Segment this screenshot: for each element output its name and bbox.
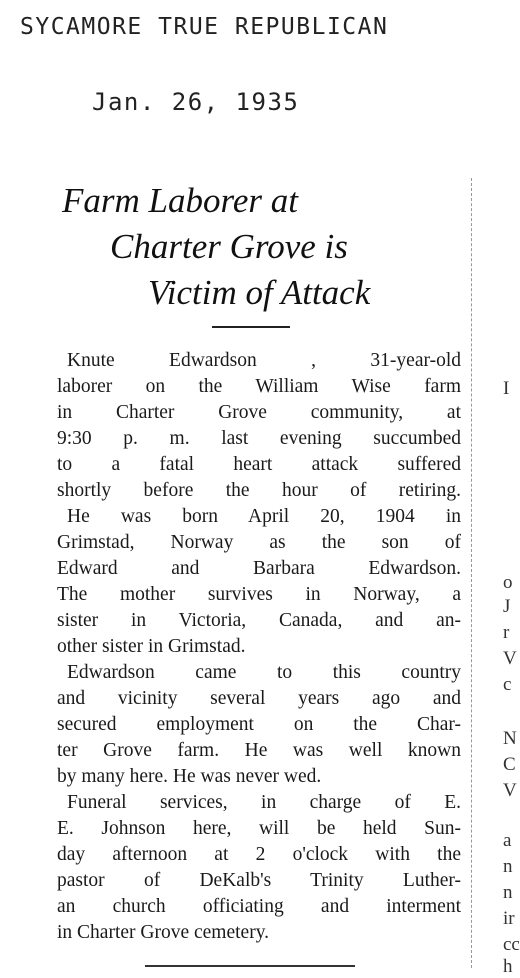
- text-line: pastor of DeKalb's Trinity Luther-: [57, 870, 461, 891]
- headline-line: Farm Laborer at: [62, 181, 298, 220]
- fragment-letter: h: [503, 956, 513, 977]
- text-line: in Charter Grove community, at: [57, 402, 461, 423]
- text-line: an church officiating and interment: [57, 896, 461, 917]
- article-headline: [40, 178, 468, 316]
- fragment-letter: V: [503, 780, 517, 801]
- text-line: Knute Edwardson , 31-year-old: [67, 350, 461, 371]
- publication-date: Jan. 26, 1935: [92, 88, 300, 116]
- headline-line: Victim of Attack: [148, 273, 371, 312]
- fragment-letter: V: [503, 648, 517, 669]
- article-paragraph: [57, 660, 461, 790]
- fragment-letter: a: [503, 830, 512, 851]
- text-line: other sister in Grimstad.: [57, 636, 246, 657]
- headline-divider: [212, 326, 290, 328]
- text-line: He was born April 20, 1904 in: [67, 506, 461, 527]
- fragment-letter: r: [503, 622, 510, 643]
- article-body: [57, 348, 461, 946]
- text-line: E. Johnson here, will be held Sun-: [57, 818, 461, 839]
- text-line: by many here. He was never wed.: [57, 766, 322, 787]
- text-line: 9:30 p. m. last evening succumbed: [57, 428, 461, 449]
- text-line: to a fatal heart attack suffered: [57, 454, 461, 475]
- text-line: laborer on the William Wise farm: [57, 376, 461, 397]
- fragment-letter: cc: [503, 934, 520, 955]
- article-paragraph: [57, 504, 461, 660]
- article-end-rule: [145, 965, 355, 967]
- headline-line: Charter Grove is: [110, 227, 348, 266]
- text-line: Grimstad, Norway as the son of: [57, 532, 461, 553]
- fragment-letter: c: [503, 674, 512, 695]
- text-line: and vicinity several years ago and: [57, 688, 461, 709]
- article-paragraph: [57, 790, 461, 946]
- newspaper-name: SYCAMORE TRUE REPUBLICAN: [20, 14, 389, 40]
- adjacent-column: [497, 0, 520, 977]
- text-line: sister in Victoria, Canada, and an-: [57, 610, 461, 631]
- fragment-letter: ir: [503, 908, 515, 929]
- text-line: Edward and Barbara Edwardson.: [57, 558, 461, 579]
- article-paragraph: [57, 348, 461, 504]
- text-line: secured employment on the Char-: [57, 714, 461, 735]
- fragment-letter: o: [503, 572, 513, 593]
- column-divider: [471, 178, 473, 968]
- fragment-letter: n: [503, 882, 513, 903]
- text-line: Funeral services, in charge of E.: [67, 792, 461, 813]
- text-line: ter Grove farm. He was well known: [57, 740, 461, 761]
- text-line: The mother survives in Norway, a: [57, 584, 461, 605]
- fragment-letter: n: [503, 856, 513, 877]
- fragment-letter: N: [503, 728, 517, 749]
- text-line: shortly before the hour of retiring.: [57, 480, 461, 501]
- fragment-letter: I: [503, 378, 510, 399]
- text-line: Edwardson came to this country: [67, 662, 461, 683]
- fragment-letter: J: [503, 596, 511, 617]
- fragment-letter: C: [503, 754, 516, 775]
- text-line: in Charter Grove cemetery.: [57, 922, 270, 943]
- text-line: day afternoon at 2 o'clock with the: [57, 844, 461, 865]
